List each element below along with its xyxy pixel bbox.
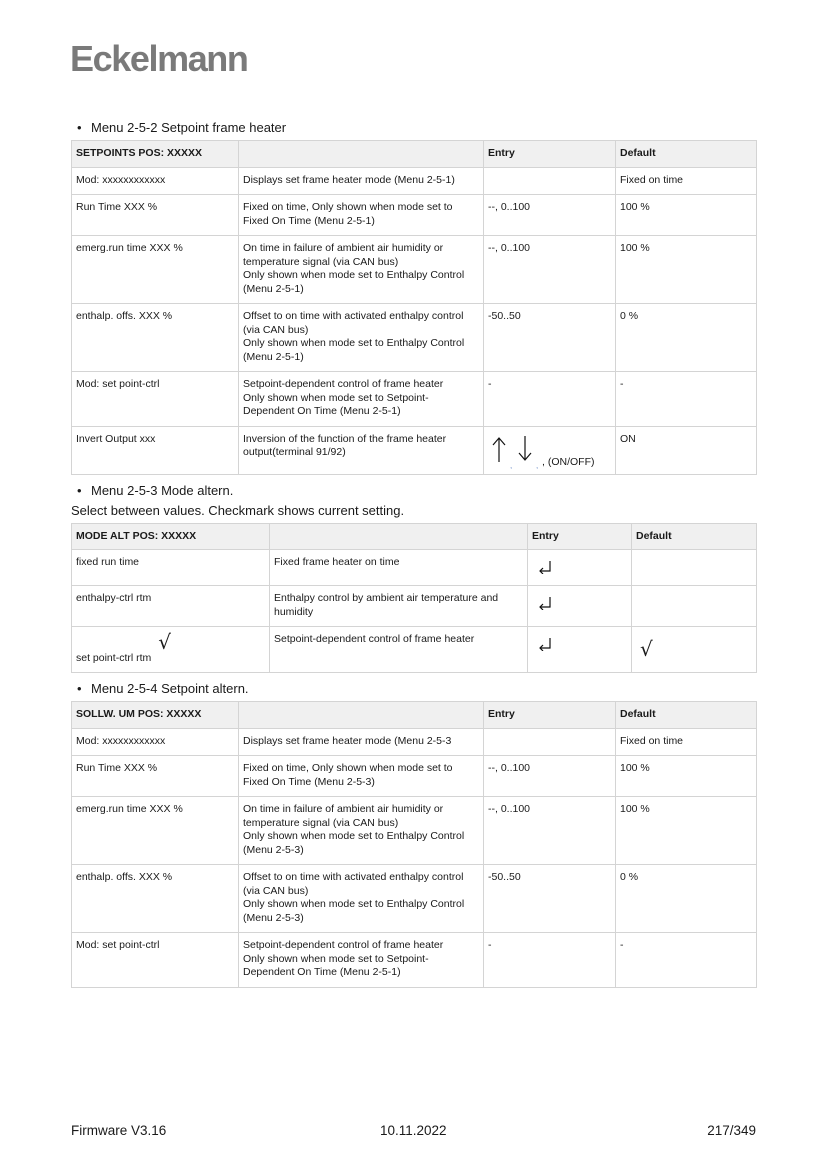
column-header: MODE ALT POS: XXXXX xyxy=(72,523,270,550)
param-desc: Displays set frame heater mode (Menu 2-5-1) xyxy=(239,167,484,195)
param-name: emerg.run time XXX % xyxy=(72,797,239,865)
param-desc: Fixed on time, Only shown when mode set to Fixed On Time (Menu 2-5-1) xyxy=(239,195,484,236)
table-row xyxy=(72,728,757,756)
option-desc: Setpoint-dependent control of frame heater xyxy=(270,627,528,673)
param-desc: Displays set frame heater mode (Menu 2-5-3 xyxy=(239,728,484,756)
param-name: Run Time XXX % xyxy=(72,195,239,236)
param-entry: - xyxy=(484,372,616,427)
param-entry: - xyxy=(484,933,616,988)
param-name: Invert Output xxx xyxy=(72,426,239,474)
table-row xyxy=(72,756,757,797)
column-header xyxy=(239,702,484,729)
column-header: Entry xyxy=(484,141,616,168)
param-desc: Inversion of the function of the frame heater output(terminal 91/92) xyxy=(239,426,484,474)
param-entry: --, 0..100 xyxy=(484,756,616,797)
table-row xyxy=(72,426,757,474)
param-default: 100 % xyxy=(616,797,757,865)
section-title-2-5-3: • Menu 2-5-3 Mode altern. xyxy=(77,482,234,498)
param-name: Mod: set point-ctrl xyxy=(72,372,239,427)
section-title-text: Menu 2-5-3 Mode altern. xyxy=(91,482,234,498)
separator-mark: , xyxy=(536,460,539,470)
table-row xyxy=(72,933,757,988)
param-default: 100 % xyxy=(616,195,757,236)
firmware-version: Firmware V3.16 xyxy=(71,1123,167,1138)
param-entry: --, 0..100 xyxy=(484,797,616,865)
param-default: ON xyxy=(616,426,757,474)
param-default: 100 % xyxy=(616,756,757,797)
arrow-down-icon xyxy=(518,435,532,461)
column-header: SOLLW. UM POS: XXXXX xyxy=(72,702,239,729)
page-number: 217/349 xyxy=(707,1123,756,1138)
table-row xyxy=(72,236,757,304)
company-logo: Eckelmann xyxy=(70,38,248,79)
param-desc: Fixed on time, Only shown when mode set to Fixed On Time (Menu 2-5-3) xyxy=(239,756,484,797)
table-row xyxy=(72,167,757,195)
enter-key-icon xyxy=(538,637,552,651)
param-name: Mod: set point-ctrl xyxy=(72,933,239,988)
param-name: enthalp. offs. XXX % xyxy=(72,865,239,933)
option-name: fixed run time xyxy=(72,550,270,586)
table-row xyxy=(72,304,757,372)
on-off-label: , (ON/OFF) xyxy=(542,455,595,468)
section-title-text: Menu 2-5-2 Setpoint frame heater xyxy=(91,120,287,135)
param-name: emerg.run time XXX % xyxy=(72,236,239,304)
document-date: 10.11.2022 xyxy=(380,1123,447,1138)
option-name xyxy=(72,627,270,673)
checkmark-icon: √ xyxy=(158,629,171,654)
table-row xyxy=(72,797,757,865)
param-name: Mod: xxxxxxxxxxxx xyxy=(72,728,239,756)
option-entry xyxy=(528,627,632,673)
column-header: SETPOINTS POS: XXXXX xyxy=(72,141,239,168)
enter-key-icon xyxy=(538,560,552,574)
section-intro: Select between values. Checkmark shows current setting. xyxy=(71,502,405,518)
param-entry: -50..50 xyxy=(484,304,616,372)
param-default: Fixed on time xyxy=(616,728,757,756)
column-header xyxy=(270,523,528,550)
param-entry xyxy=(484,167,616,195)
setpoints-table xyxy=(71,140,757,475)
section-title-2-5-2: • Menu 2-5-2 Setpoint frame heater xyxy=(77,120,287,135)
option-name: enthalpy-ctrl rtm xyxy=(72,586,270,627)
table-header-row xyxy=(72,702,757,729)
column-header: Default xyxy=(632,523,757,550)
column-header xyxy=(239,141,484,168)
option-entry xyxy=(528,550,632,586)
column-header: Entry xyxy=(484,702,616,729)
mode-alt-table xyxy=(71,523,757,674)
param-name: enthalp. offs. XXX % xyxy=(72,304,239,372)
option-desc: Enthalpy control by ambient air temperature and humidity xyxy=(270,586,528,627)
param-default: 0 % xyxy=(616,304,757,372)
param-name: Run Time XXX % xyxy=(72,756,239,797)
param-default: - xyxy=(616,933,757,988)
option-label: set point-ctrl rtm xyxy=(76,651,152,664)
table-row xyxy=(72,372,757,427)
param-desc: Setpoint-dependent control of frame heater Only shown when mode set to Setpoint- Dependent On Time (Menu 2-5-1) xyxy=(239,933,484,988)
checkmark-icon: √ xyxy=(640,637,653,661)
option-default xyxy=(632,586,757,627)
section-title-2-5-4: • Menu 2-5-4 Setpoint altern. xyxy=(77,681,249,696)
param-default: 100 % xyxy=(616,236,757,304)
page-footer xyxy=(71,1123,756,1141)
arrow-up-icon xyxy=(492,437,506,463)
param-desc: On time in failure of ambient air humidity or temperature signal (via CAN bus) Only shown when mode set to Enthalpy Control (Menu 2-5-1) xyxy=(239,236,484,304)
option-entry xyxy=(528,586,632,627)
table-row xyxy=(72,195,757,236)
param-default: - xyxy=(616,372,757,427)
param-default: Fixed on time xyxy=(616,167,757,195)
option-default xyxy=(632,550,757,586)
table-row xyxy=(72,865,757,933)
table-row xyxy=(72,550,757,586)
page-content xyxy=(71,120,756,996)
param-default: 0 % xyxy=(616,865,757,933)
column-header: Entry xyxy=(528,523,632,550)
section-title-text: Menu 2-5-4 Setpoint altern. xyxy=(91,681,249,696)
param-desc: Setpoint-dependent control of frame heater Only shown when mode set to Setpoint- Dependent On Time (Menu 2-5-1) xyxy=(239,372,484,427)
separator-mark: , xyxy=(510,460,513,470)
param-entry xyxy=(484,728,616,756)
setpoint-alt-table xyxy=(71,701,757,988)
column-header: Default xyxy=(616,702,757,729)
param-desc: Offset to on time with activated enthalpy control (via CAN bus) Only shown when mode set to Enthalpy Control (Menu 2-5-3) xyxy=(239,865,484,933)
param-entry xyxy=(484,426,616,474)
param-entry: -50..50 xyxy=(484,865,616,933)
table-header-row xyxy=(72,523,757,550)
param-desc: On time in failure of ambient air humidity or temperature signal (via CAN bus) Only shown when mode set to Enthalpy Control (Menu 2-5-3) xyxy=(239,797,484,865)
param-entry: --, 0..100 xyxy=(484,236,616,304)
arrow-entry xyxy=(488,433,611,470)
table-row xyxy=(72,586,757,627)
param-entry: --, 0..100 xyxy=(484,195,616,236)
column-header: Default xyxy=(616,141,757,168)
param-desc: Offset to on time with activated enthalpy control (via CAN bus) Only shown when mode set to Enthalpy Control (Menu 2-5-1) xyxy=(239,304,484,372)
option-default xyxy=(632,627,757,673)
table-row xyxy=(72,627,757,673)
table-header-row xyxy=(72,141,757,168)
enter-key-icon xyxy=(538,596,552,610)
option-desc: Fixed frame heater on time xyxy=(270,550,528,586)
param-name: Mod: xxxxxxxxxxxx xyxy=(72,167,239,195)
